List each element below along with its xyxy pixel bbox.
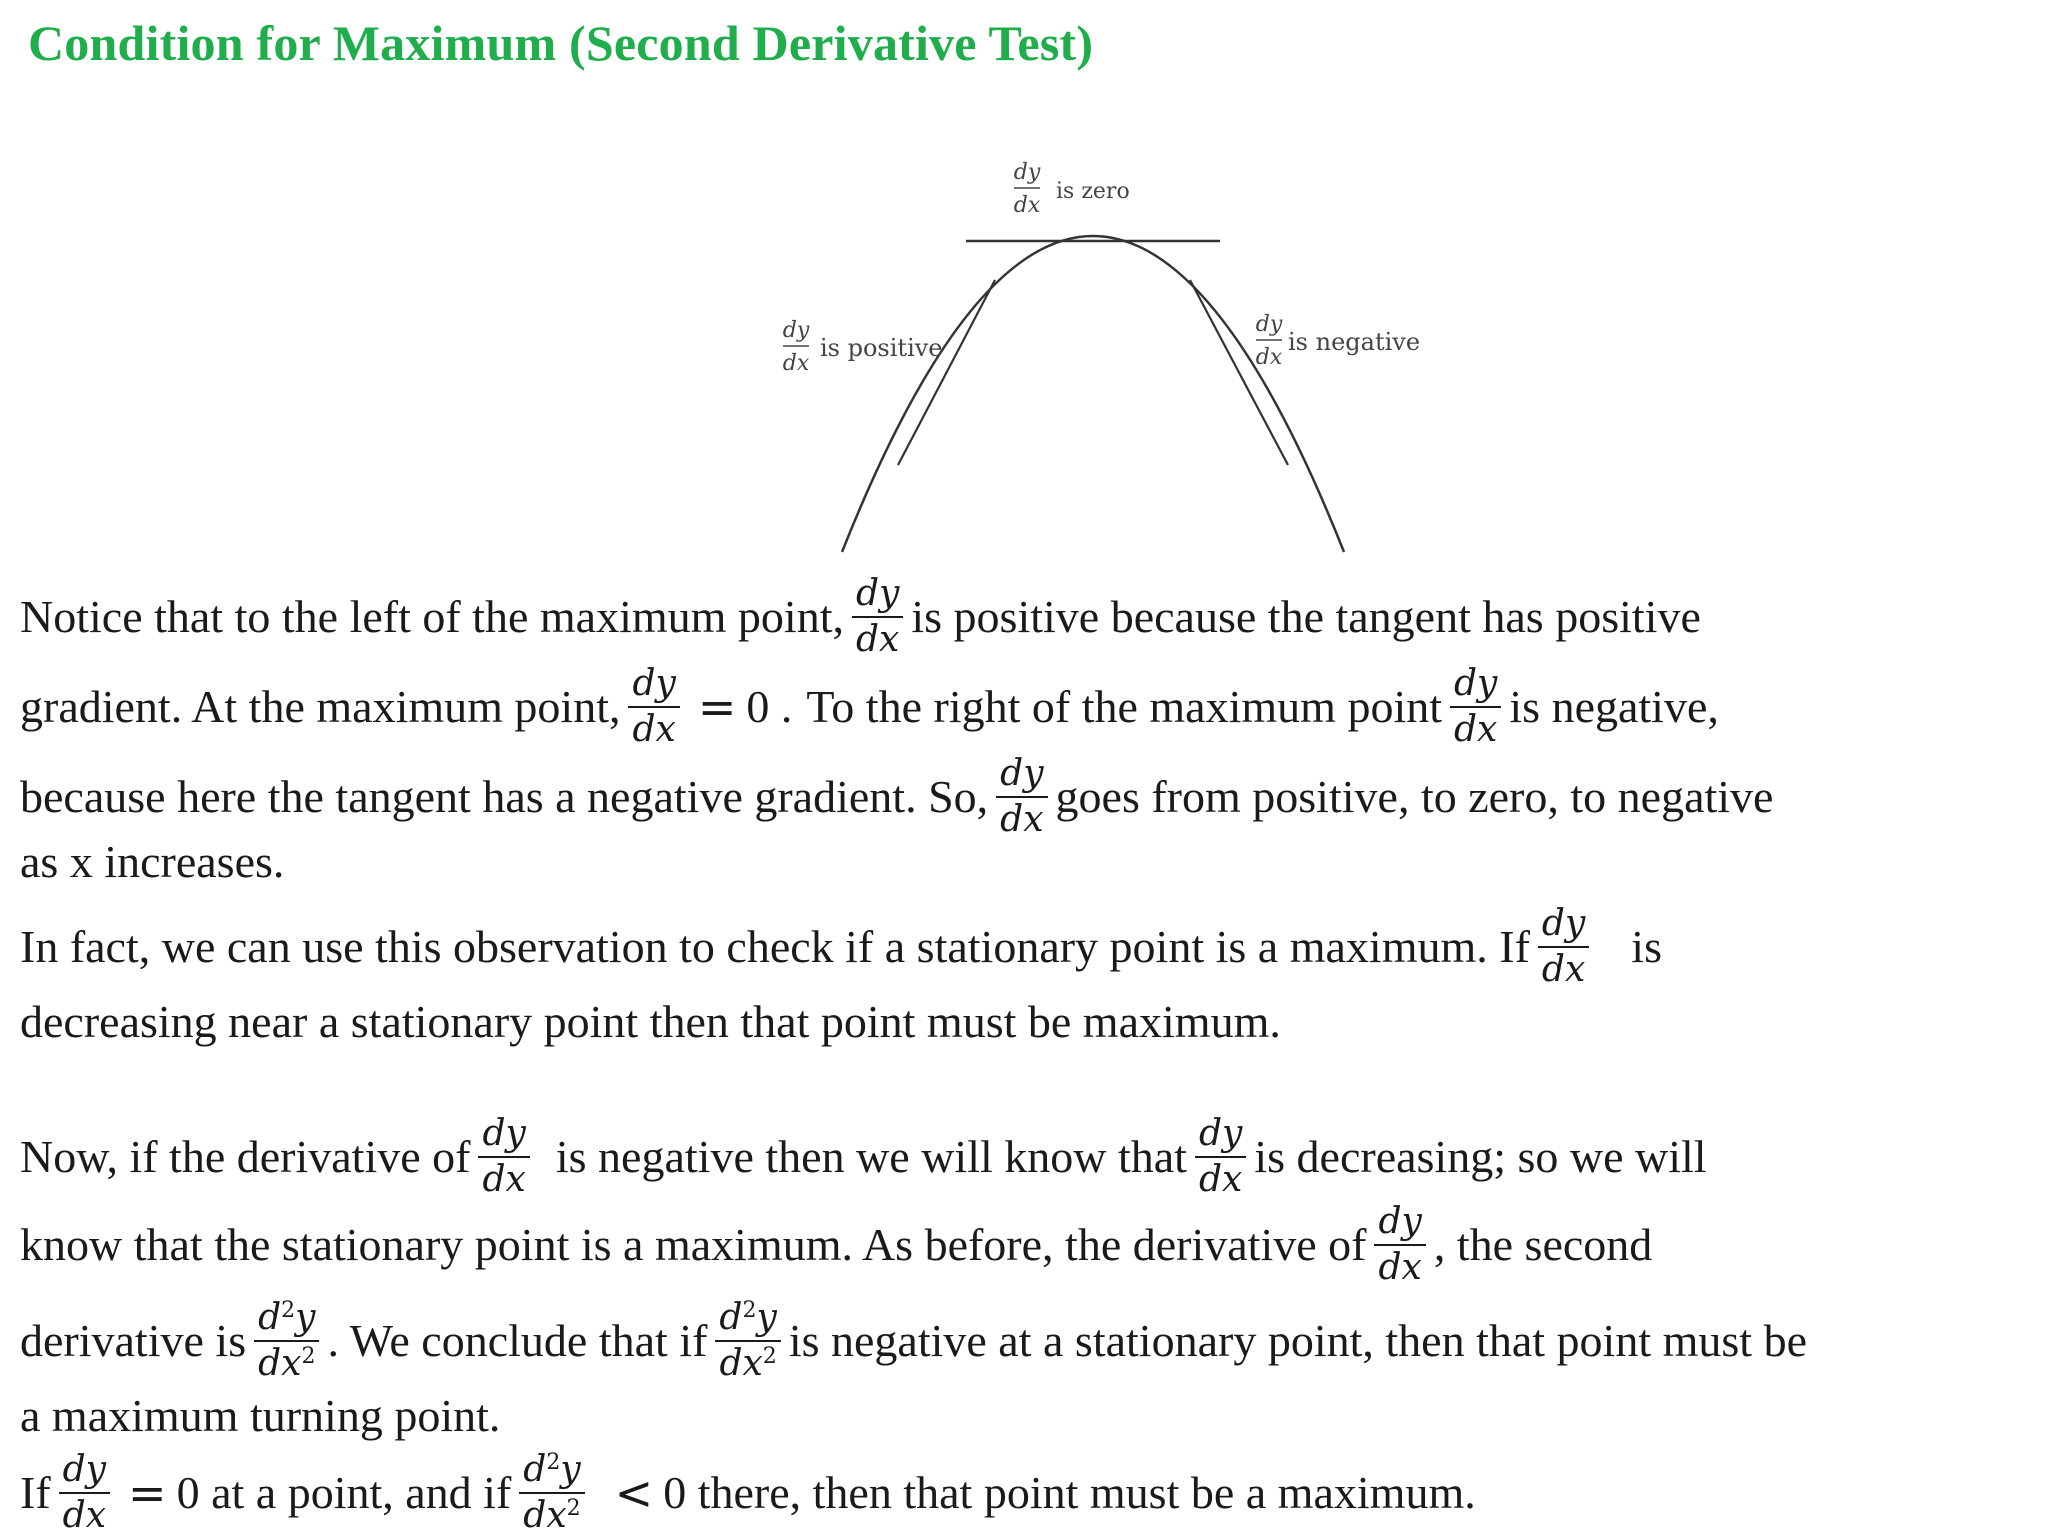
- p1-line-1: Notice that to the left of the maximum point, $\frac{dy}{dx}$ is positive because the tangent has positive: [20, 573, 1701, 660]
- tangent-line-positive: [898, 280, 995, 465]
- fraction-d2y-dx2: $\frac{d^2y}{dx^2}$: [715, 1299, 780, 1383]
- svg-text:dx: dx: [1013, 193, 1041, 218]
- p2-line-2: decreasing near a stationary point then that point must be maximum.: [20, 996, 1281, 1047]
- label-is-zero: [1014, 160, 1130, 218]
- fraction-dy-dx: $\frac{dy}{dx}$: [1450, 665, 1501, 749]
- fraction-dy-dx: $\frac{dy}{dx}$: [478, 1115, 529, 1199]
- fraction-d2y-dx2: $\frac{d^2y}{dx^2}$: [254, 1299, 319, 1383]
- p3-line-1: Now, if the derivative of $\frac{dy}{dx}$ is negative then we will know that $\frac{dy}{dx}$ is decreasing; so we will: [20, 1113, 1707, 1200]
- p1-line-2: gradient. At the maximum point, $\frac{dy}{dx}$ = 0 . To the right of the maximum point $\frac{dy}{dx}$ is negative,: [20, 663, 1719, 750]
- fraction-dy-dx: $\frac{dy}{dx}$: [1374, 1203, 1425, 1287]
- parabola-curve: [842, 236, 1344, 552]
- label-is-positive: [783, 318, 943, 376]
- svg-text:dy: dy: [1255, 312, 1283, 337]
- svg-text:is negative: is negative: [1288, 328, 1421, 356]
- svg-text:dy: dy: [782, 318, 810, 343]
- p1-line-4: as x increases.: [20, 836, 285, 887]
- page-title: Condition for Maximum (Second Derivative Test): [28, 15, 1094, 71]
- svg-text:dx: dx: [782, 351, 810, 376]
- p3-line-5: If $\frac{dy}{dx}$ = 0 at a point, and if $\frac{d^2y}{dx^2}$ < 0 there, then that point must be a maximum.: [20, 1449, 1476, 1536]
- fraction-d2y-dx2: $\frac{d^2y}{dx^2}$: [519, 1451, 584, 1535]
- svg-text:dx: dx: [1255, 345, 1283, 370]
- fraction-dy-dx: $\frac{dy}{dx}$: [852, 575, 903, 659]
- p3-line-4: a maximum turning point.: [20, 1390, 501, 1441]
- p1-line-3: because here the tangent has a negative gradient. So, $\frac{dy}{dx}$ goes from positive, to zero, to negative: [20, 753, 1774, 840]
- maximum-point-diagram: [680, 110, 1440, 580]
- svg-text:dy: dy: [1013, 160, 1041, 185]
- label-is-negative: [1256, 312, 1420, 370]
- svg-text:is positive: is positive: [820, 334, 943, 362]
- fraction-dy-dx: $\frac{dy}{dx}$: [996, 755, 1047, 839]
- fraction-dy-dx: $\frac{dy}{dx}$: [59, 1451, 110, 1535]
- p2-line-1: In fact, we can use this observation to check if a stationary point is a maximum. If $\frac{dy}{dx}$ is: [20, 903, 1662, 990]
- svg-text:is zero: is zero: [1056, 179, 1130, 204]
- p3-line-2: know that the stationary point is a maximum. As before, the derivative of $\frac{dy}{dx}$ , the second: [20, 1201, 1653, 1288]
- tangent-line-negative: [1190, 280, 1288, 465]
- fraction-dy-dx: $\frac{dy}{dx}$: [1195, 1115, 1246, 1199]
- fraction-dy-dx: $\frac{dy}{dx}$: [628, 665, 679, 749]
- p3-line-3: derivative is $\frac{d^2y}{dx^2}$ . We conclude that if $\frac{d^2y}{dx^2}$ is negative at a stationary point, then that point must be: [20, 1297, 1807, 1384]
- fraction-dy-dx: $\frac{dy}{dx}$: [1538, 905, 1589, 989]
